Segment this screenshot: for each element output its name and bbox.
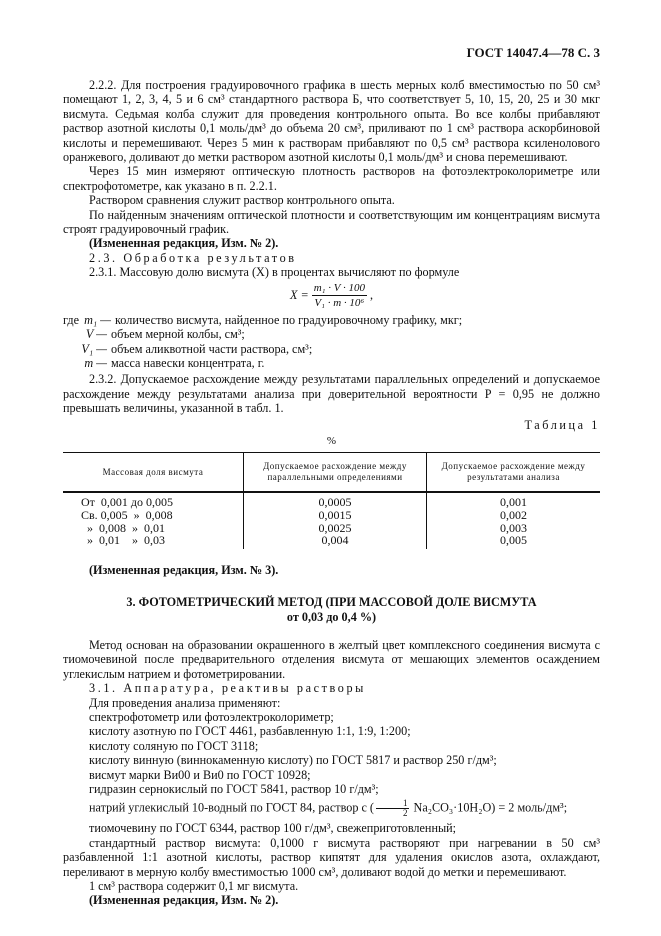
reagent-item: висмут марки Ви00 и Ви0 по ГОСТ 10928; [89,767,311,782]
paragraph-apply: Для проведения анализа применяют: [89,695,281,710]
definition-text: масса навески концентрата, г. [111,355,265,370]
paragraph-standard-solution: стандартный раствор висмута: 0,1000 г висмута растворяют при нагревании в 50 см³ разбавленной 1:1 азотной кислоты, раствор кипятят для удаления окислов азота, охлаждают, переливают в мерную колбу вместимостью 1000 см³, доливают водой до метки и перемешивают. [63,835,600,879]
table-header-row [63,453,600,493]
reagent-item: спектрофотометр или фотоэлектроколориметр; [89,709,334,724]
column-header: Допускаемое расхождение между результатами анализа [427,453,601,493]
section-title-line: от 0,03 до 0,4 %) [286,609,377,624]
definition-text: объем мерной колбы, см³; [111,327,245,342]
definition-item [63,327,600,341]
definition-symbol: m — [84,355,107,370]
formula [63,282,600,309]
page-header: ГОСТ 14047.4—78 С. 3 [466,45,600,60]
fraction-numerator: 1 [376,799,409,809]
table-cell: 0,001 [427,492,601,509]
paragraph-found: По найденным значениям оптической плотности и соответствующим им концентрациям висмута строят градуировочный график. [63,207,600,237]
reagent-item: кислоту соляную по ГОСТ 3118; [89,738,259,753]
table-cell: 0,0025 [244,522,427,535]
fraction-denominator: 2 [403,808,408,819]
table-cell: 0,0015 [244,509,427,522]
definition-text: объем аликвотной части раствора, см³; [111,341,313,356]
definition-item [63,356,600,370]
table-cell: 0,005 [427,534,601,549]
table-cell: От 0,001 до 0,005 [81,495,174,510]
definition-prefix: где [63,312,80,327]
table-row [63,534,600,549]
section-title-line: 3. ФОТОМЕТРИЧЕСКИЙ МЕТОД (ПРИ МАССОВОЙ ДОЛЕ ВИСМУТА [126,595,537,610]
reagent-item: кислоту азотную по ГОСТ 4461, разбавленную 1:1, 1:9, 1:200; [89,724,411,739]
edit-note: (Измененная редакция, Изм. № 3). [89,562,279,577]
reagent-item-sodium [63,799,600,818]
formula-numerator: m₁ · V · 100 [313,281,365,294]
table-row [63,492,600,509]
table-cell: » 0,01 » 0,03 [81,533,165,548]
formula-trail: , [369,287,374,302]
paragraph-2-3-2: 2.3.2. Допускаемое расхождение между результатами параллельных определений и допускаемое расхождение между результатами анализа при доверительной вероятности P = 0,95 не должно превышать величины, указанной в табл. 1. [63,372,600,416]
paragraph-2-3-1: 2.3.1. Массовую долю висмута (X) в процентах вычисляют по формуле [89,265,460,280]
table-unit: % [326,434,337,447]
table-cell: 0,0005 [244,492,427,509]
section-3-title [63,595,600,624]
table-cell: 0,002 [427,509,601,522]
table-caption: Таблица 1 [524,417,600,432]
definition-symbol: V — [85,327,107,342]
formula-denominator: V₁ · m · 10⁶ [314,296,365,309]
paragraph-measure: Через 15 мин измеряют оптическую плотность растворов на фотоэлектроколориметре или спектрофотометре, как указано в п. 2.2.1. [63,164,600,193]
definition-item [63,342,600,356]
definition-item [63,313,600,327]
reagent-item: тиомочевину по ГОСТ 6344, раствор 100 г/дм³, свежеприготовленный; [89,821,457,836]
table-cell: 0,003 [427,522,601,535]
reagent-item: кислоту винную (виннокаменную кислоту) по ГОСТ 5817 и раствор 250 г/дм³; [89,753,497,768]
page-body [63,78,600,908]
reagent-item: гидразин сернокислый по ГОСТ 5841, раствор 10 г/дм³; [89,782,379,796]
column-header: Допускаемое расхождение между параллельными определениями [244,453,427,493]
table-row [63,509,600,522]
paragraph-2-2-2: 2.2.2. Для построения градуировочного графика в шесть мерных колб вместимостью по 50 см³ помещают 1, 2, 3, 4, 5 и 6 см³ стандартного раствора Б, что соответствует 5, 10, 15, 20, 25 и 30 мкг висмута. Седьмая колба служит для проведения контрольного опыта. Во все колбы прибавляют раствор азотной кислоты 0,1 моль/дм³ до объема 20 см³, приливают по 1 см³ раствора аскорбиновой кислоты и перемешивают. Через 5 мин к растворам прибавляют по 0,5 см³ раствора ксиленолового оранжевого, доливают до метки раствором азотной кислоты 0,1 моль/дм³ и снова перемешивают. [63,78,600,165]
definition-symbol: m₁ — [84,312,111,327]
formula-lhs: X = [289,287,309,302]
paragraph-reference: Раствором сравнения служит раствор контрольного опыта. [89,193,395,208]
section-heading-2-3: 2.3. Обработка результатов [89,250,297,265]
table-cell: Св. 0,005 » 0,008 [81,507,173,522]
formula-fraction [312,282,367,309]
paragraph-contains: 1 см³ раствора содержит 0,1 мг висмута. [89,879,299,894]
table-cell: » 0,008 » 0,01 [81,520,165,535]
paragraph-method: Метод основан на образовании окрашенного в желтый цвет комплексного соединения висмута с тиомочевиной после предварительного отделения висмута от мешающих элементов осаждением углекислым натрием и фотометрировании. [63,637,600,681]
definition-symbol: V₁ — [81,341,107,356]
edit-note: (Измененная редакция, Изм. № 2). [89,236,279,251]
sodium-text-after: Na₂CO₃·10H₂O) = 2 моль/дм³; [410,800,568,815]
column-header: Массовая доля висмута [63,453,244,493]
table-cell: 0,004 [244,534,427,549]
half-fraction [376,799,409,818]
definition-text: количество висмута, найденное по градуировочному графику, мкг; [115,312,463,327]
table-1 [63,452,600,548]
edit-note: (Измененная редакция, Изм. № 2). [89,893,279,908]
definitions-list [63,313,600,371]
sodium-text-before: натрий углекислый 10-водный по ГОСТ 84, раствор с ( [89,800,374,815]
section-heading-3-1: 3.1. Аппаратура, реактивы растворы [89,681,366,696]
